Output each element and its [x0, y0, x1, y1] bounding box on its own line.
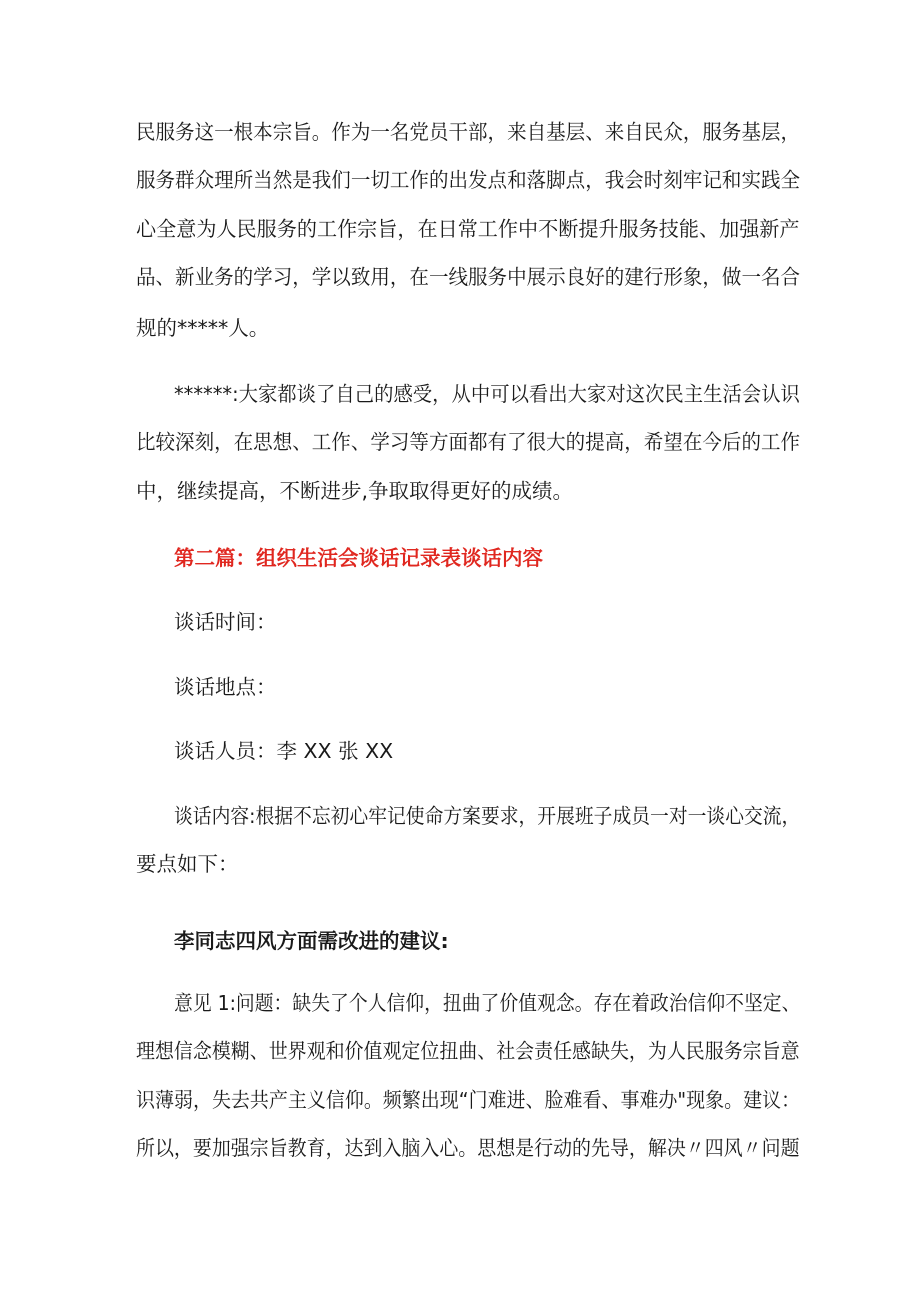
paragraph-1-line-5: 规的*****人。: [136, 316, 270, 340]
talk-content-line-1: 谈话内容:根据不忘初心牢记使命方案要求，开展班子成员一对一谈心交流，: [174, 804, 801, 828]
paragraph-1-line-3: 心全意为人民服务的工作宗旨，在日常工作中不断提升服务技能、加强新产: [136, 217, 800, 241]
talk-place-label: 谈话地点：: [174, 675, 277, 699]
opinion-1-line-2: 理想信念模糊、世界观和价值观定位扭曲、社会责任感缺失，为人民服务宗旨意: [136, 1039, 800, 1063]
talk-content-line-2: 要点如下：: [136, 852, 239, 876]
paragraph-2-line-3: 中，继续提高，不断进步,争取取得更好的成绩。: [136, 479, 574, 503]
paragraph-2-line-2: 比较深刻，在思想、工作、学习等方面都有了很大的提高，希望在今后的工作: [136, 430, 801, 454]
paragraph-2-line-1: ******:大家都谈了自己的感受，从中可以看出大家对这次民主生活会认识: [174, 382, 800, 406]
opinion-1-line-3: 识薄弱，失去共产主义信仰。频繁出现“门难进、脸难看、事难办"现象。建议：: [136, 1088, 801, 1112]
subheading: 李同志四风方面需改进的建议:: [174, 929, 449, 953]
talk-time-label: 谈话时间：: [174, 610, 277, 634]
paragraph-1-line-2: 服务群众理所当然是我们一切工作的出发点和落脚点，我会时刻牢记和实践全: [136, 168, 801, 192]
paragraph-1-line-4: 品、新业务的学习，学以致用，在一线服务中展示良好的建行形象，做一名合: [136, 265, 801, 289]
opinion-1-line-1: 意见 1:问题：缺失了个人信仰，扭曲了价值观念。存在着政治信仰不坚定、: [174, 991, 801, 1015]
section-title: 第二篇：组织生活会谈话记录表谈话内容: [174, 546, 543, 570]
talk-people: 谈话人员：李 XX 张 XX: [174, 739, 394, 763]
opinion-1-line-4: 所以，要加强宗旨教育，达到入脑入心。思想是行动的先导，解决〃四风〃问题: [136, 1136, 800, 1160]
paragraph-1-line-1: 民服务这一根本宗旨。作为一名党员干部，来自基层、来自民众，服务基层，: [136, 120, 801, 144]
